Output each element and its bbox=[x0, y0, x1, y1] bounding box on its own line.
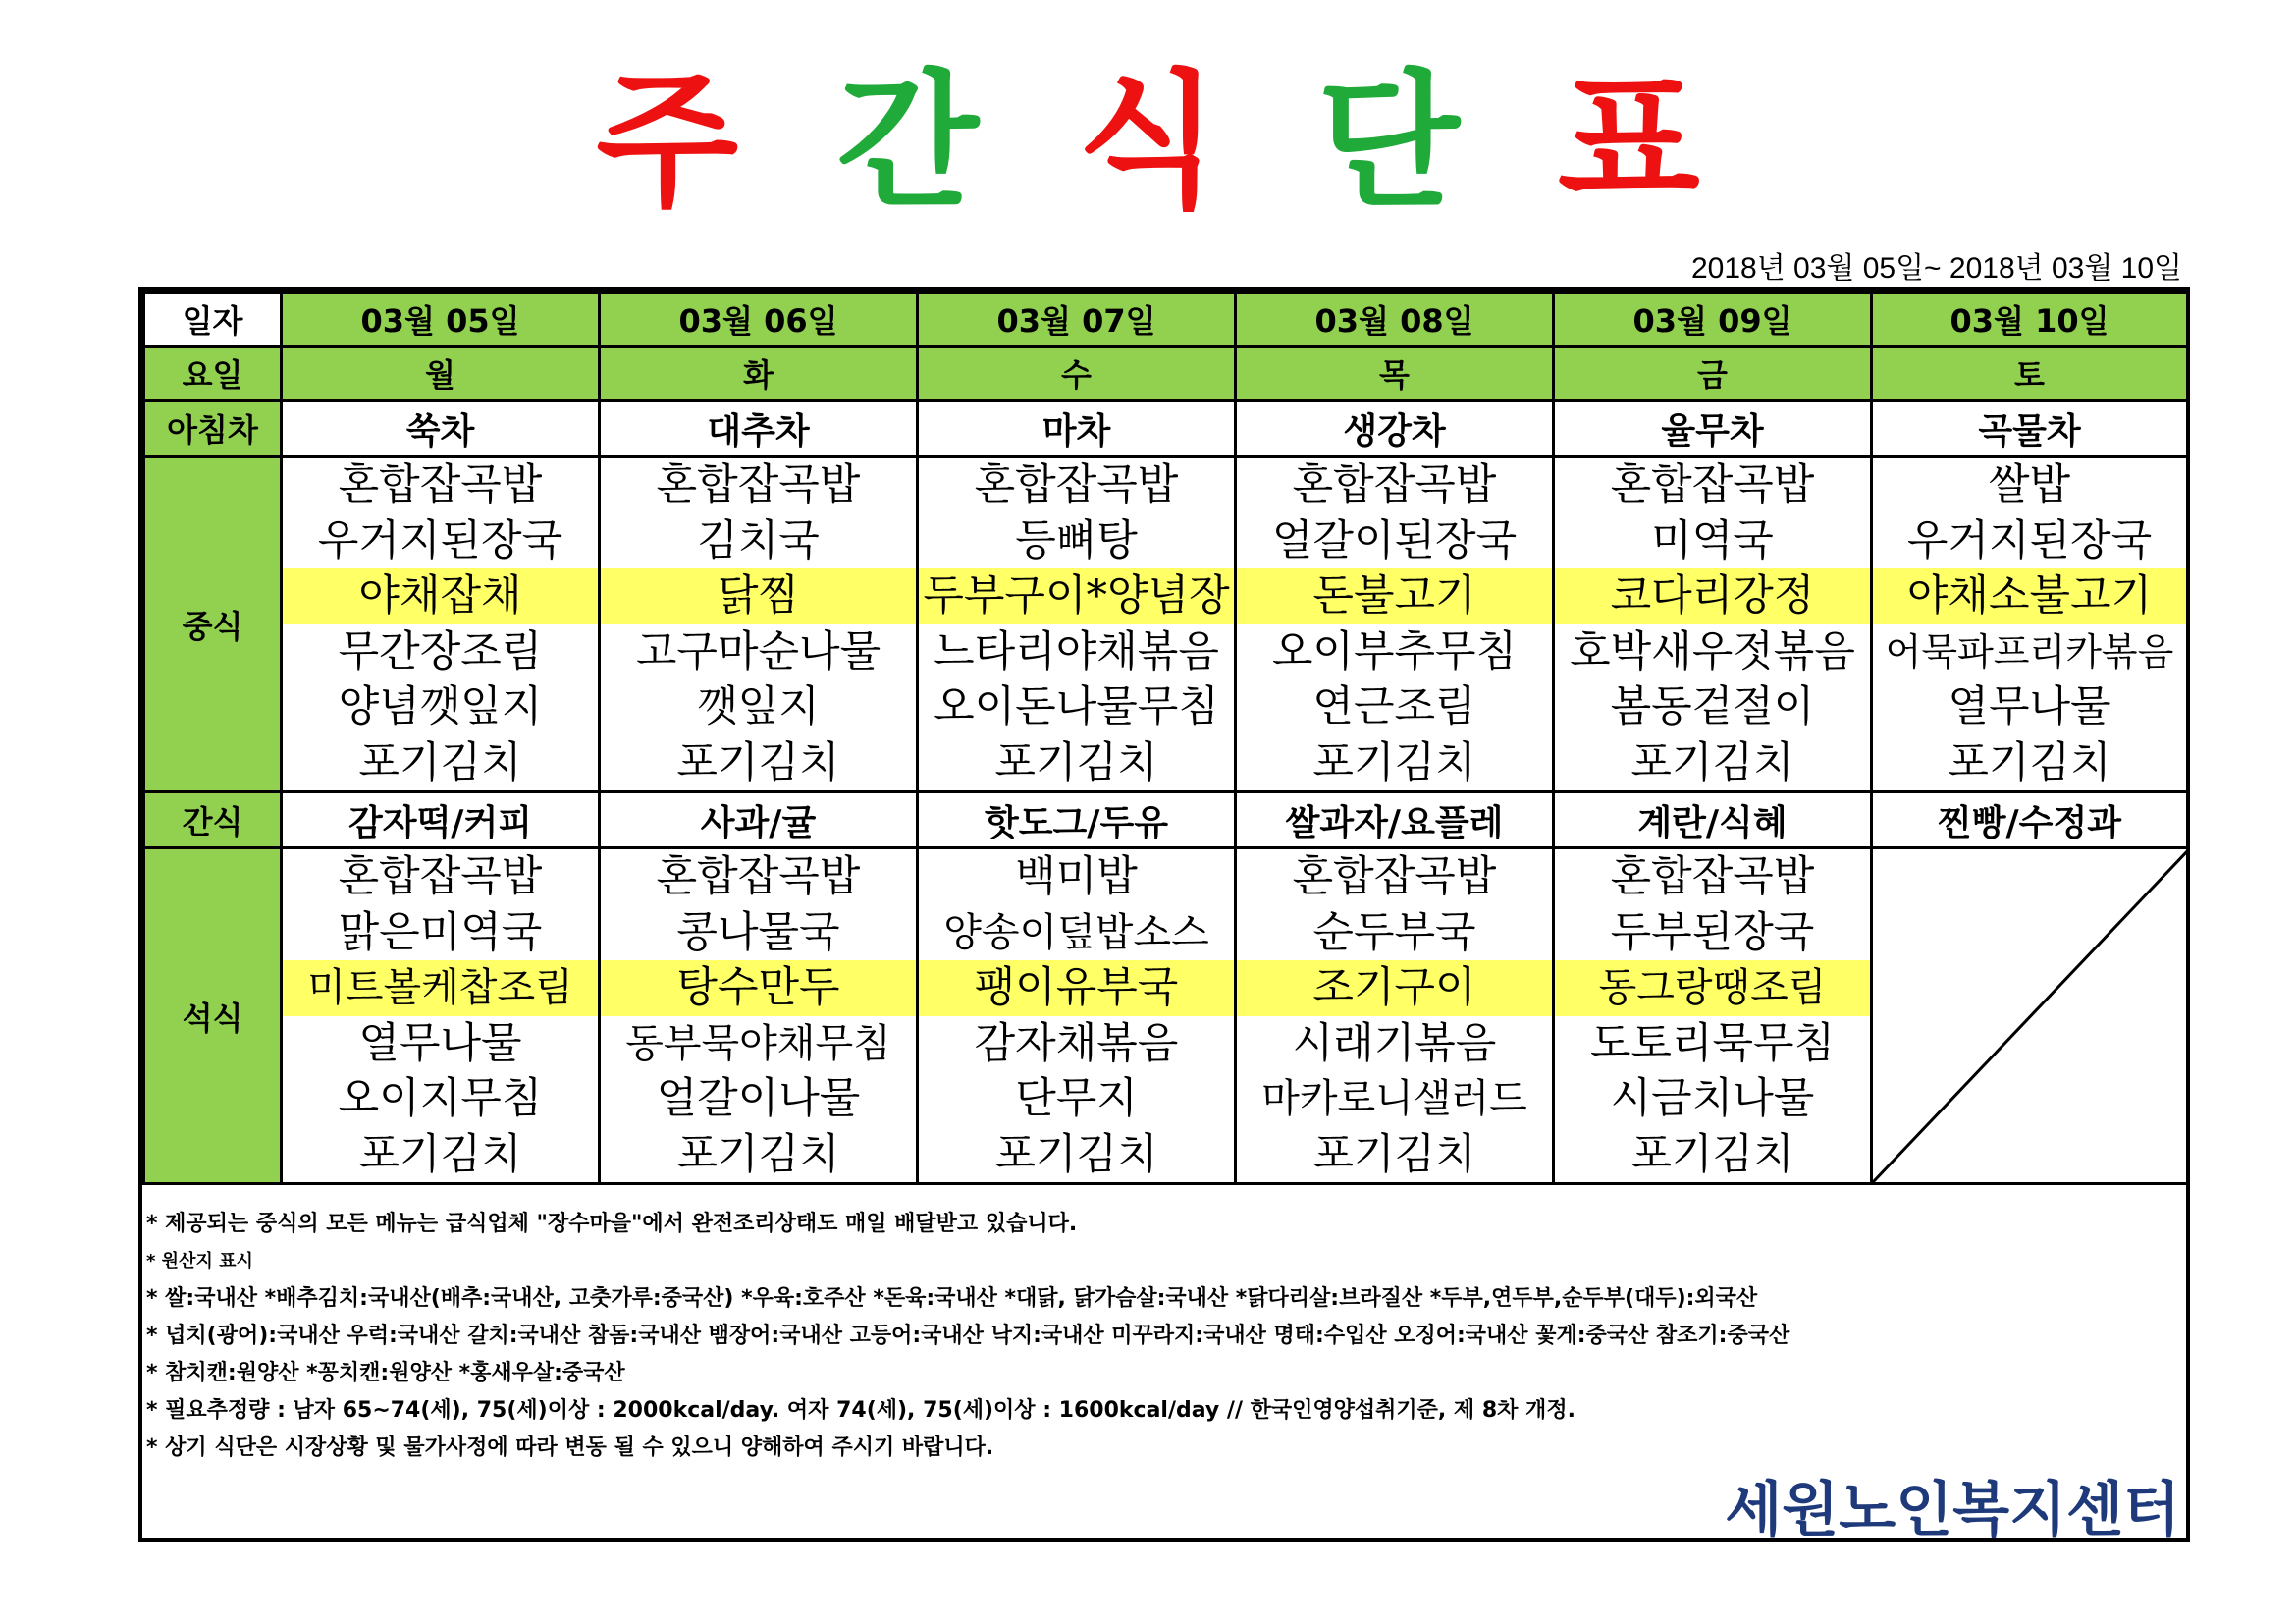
note-line: * 쌀:국내산 *배추김치:국내산(배추:국내산, 고춧가루:중국산) *우육:호주산 *돈육:국내산 *대닭, 닭가슴살:국내산 *닭다리살:브라질산 *두부,연두부,순두부(대두):외국산 bbox=[146, 1286, 1758, 1311]
menu-item: 혼합잡곡밥 bbox=[1610, 852, 1815, 901]
menu-item-main: 야채소불고기 bbox=[1873, 568, 2186, 624]
menu-item: 양송이덮밥소스 bbox=[943, 909, 1209, 955]
menu-item: 포기김치 bbox=[1630, 1129, 1794, 1179]
dinner-row bbox=[144, 848, 2188, 1184]
menu-item: 포기김치 bbox=[994, 737, 1158, 787]
snack-cell: 찐빵/수정과 bbox=[1872, 792, 2188, 848]
menu-item: 포기김치 bbox=[994, 1129, 1158, 1179]
menu-table bbox=[142, 291, 2189, 1185]
dinner-cell bbox=[600, 848, 918, 1184]
menu-item: 무간장조림 bbox=[338, 626, 543, 677]
tea-cell: 곡물차 bbox=[1872, 401, 2188, 457]
tea-cell: 율무차 bbox=[1554, 401, 1872, 457]
menu-item-main: 미트볼케찹조림 bbox=[283, 960, 598, 1016]
menu-item: 시래기볶음 bbox=[1292, 1018, 1497, 1068]
dinner-cell bbox=[918, 848, 1236, 1184]
snack-label: 간식 bbox=[144, 792, 282, 848]
menu-item: 열무나물 bbox=[358, 1018, 522, 1068]
snack-row bbox=[144, 792, 2188, 848]
menu-item: 혼합잡곡밥 bbox=[338, 852, 543, 901]
menu-item: 혼합잡곡밥 bbox=[1292, 460, 1497, 510]
menu-item: 열무나물 bbox=[1948, 682, 2111, 731]
menu-item: 고구마순나물 bbox=[635, 626, 881, 677]
tea-cell: 생강차 bbox=[1236, 401, 1554, 457]
note-line: * 상기 식단은 시장상황 및 물가사정에 따라 변동 될 수 있으니 양해하여 주시기 바랍니다. bbox=[146, 1435, 994, 1460]
date-cell: 03월 06일 bbox=[600, 293, 918, 347]
menu-item: 포기김치 bbox=[676, 737, 840, 787]
snack-cell: 계란/식혜 bbox=[1554, 792, 1872, 848]
menu-item: 봄동겉절이 bbox=[1610, 682, 1815, 731]
menu-item: 단무지 bbox=[1015, 1074, 1138, 1123]
weekday-cell: 수 bbox=[918, 347, 1236, 401]
menu-item-main: 야채잡채 bbox=[283, 568, 598, 624]
menu-item: 느타리야채볶음 bbox=[934, 626, 1219, 677]
menu-item: 쌀밥 bbox=[1988, 460, 2071, 510]
menu-item-main: 두부구이*양념장 bbox=[919, 568, 1234, 624]
menu-item: 포기김치 bbox=[1630, 737, 1794, 787]
menu-item-main: 탕수만두 bbox=[601, 960, 916, 1016]
date-cell: 03월 09일 bbox=[1554, 293, 1872, 347]
diagonal-slash bbox=[1873, 849, 2186, 1182]
menu-item: 우거지된장국 bbox=[317, 515, 563, 566]
menu-item: 콩나물국 bbox=[676, 907, 840, 957]
lunch-cell bbox=[1872, 457, 2188, 792]
weekday-label: 요일 bbox=[144, 347, 282, 401]
date-cell: 03월 07일 bbox=[918, 293, 1236, 347]
note-line: * 필요추정량 : 남자 65~74(세), 75(세)이상 : 2000kcal/day. 여자 74(세), 75(세)이상 : 1600kcal/day // 한국인영양섭취기준, 제 8차 개정. bbox=[146, 1398, 1575, 1423]
lunch-cell bbox=[918, 457, 1236, 792]
weekday-cell: 목 bbox=[1236, 347, 1554, 401]
menu-item: 얼갈이된장국 bbox=[1271, 515, 1518, 566]
note-line: * 참치캔:원양산 *꽁치캔:원양산 *홍새우살:중국산 bbox=[146, 1361, 625, 1385]
menu-item: 혼합잡곡밥 bbox=[1610, 460, 1815, 510]
snack-cell: 감자떡/커피 bbox=[282, 792, 600, 848]
menu-item: 우거지된장국 bbox=[1906, 515, 2153, 566]
title-char: 표 bbox=[1557, 57, 1700, 228]
lunch-cell bbox=[1236, 457, 1554, 792]
lunch-cell bbox=[282, 457, 600, 792]
menu-item: 도토리묵무침 bbox=[1589, 1018, 1836, 1068]
menu-item: 어묵파프리카볶음 bbox=[1885, 629, 2174, 674]
menu-item: 미역국 bbox=[1651, 515, 1774, 566]
note-line: * 원산지 표시 bbox=[146, 1251, 253, 1272]
menu-item-main: 동그랑땡조림 bbox=[1555, 960, 1870, 1016]
snack-cell: 핫도그/두유 bbox=[918, 792, 1236, 848]
date-range: 2018년 03월 05일~ 2018년 03월 10일 bbox=[1690, 252, 2182, 285]
menu-item: 마카로니샐러드 bbox=[1261, 1076, 1527, 1121]
menu-item: 혼합잡곡밥 bbox=[338, 460, 543, 510]
menu-item: 시금치나물 bbox=[1610, 1074, 1815, 1123]
date-cell: 03월 10일 bbox=[1872, 293, 2188, 347]
menu-item: 김치국 bbox=[697, 515, 820, 566]
tea-cell: 마차 bbox=[918, 401, 1236, 457]
date-cell: 03월 08일 bbox=[1236, 293, 1554, 347]
date-row bbox=[144, 293, 2188, 347]
note-line: * 넙치(광어):국내산 우럭:국내산 갈치:국내산 참돔:국내산 뱀장어:국내산 고등어:국내산 낙지:국내산 미꾸라지:국내산 명태:수입산 오징어:국내산 꽃게:중국산 참조기:중국산 bbox=[146, 1324, 1790, 1348]
menu-item: 혼합잡곡밥 bbox=[656, 852, 861, 901]
lunch-cell bbox=[600, 457, 918, 792]
menu-item: 혼합잡곡밥 bbox=[974, 460, 1179, 510]
lunch-cell bbox=[1554, 457, 1872, 792]
menu-item: 오이지무침 bbox=[338, 1074, 543, 1123]
dinner-cell bbox=[282, 848, 600, 1184]
menu-item: 등뼈탕 bbox=[1015, 515, 1138, 566]
notes-section bbox=[146, 1206, 2178, 1467]
weekday-cell: 금 bbox=[1554, 347, 1872, 401]
menu-item: 맑은미역국 bbox=[338, 907, 543, 957]
weekday-row bbox=[144, 347, 2188, 401]
menu-item: 포기김치 bbox=[1312, 1129, 1476, 1179]
dinner-label: 석식 bbox=[144, 848, 282, 1184]
menu-item-main: 돈불고기 bbox=[1237, 568, 1552, 624]
menu-item: 포기김치 bbox=[358, 737, 522, 787]
weekday-cell: 토 bbox=[1872, 347, 2188, 401]
weekday-cell: 화 bbox=[600, 347, 918, 401]
menu-item: 순두부국 bbox=[1312, 907, 1476, 957]
dinner-cell bbox=[1554, 848, 1872, 1184]
menu-item: 연근조림 bbox=[1312, 682, 1476, 731]
tea-label: 아침차 bbox=[144, 401, 282, 457]
dinner-cell bbox=[1236, 848, 1554, 1184]
menu-item: 양념깻잎지 bbox=[338, 682, 543, 731]
center-name: 세원노인복지센터 bbox=[1725, 1476, 2180, 1544]
menu-item: 호박새우젓볶음 bbox=[1570, 626, 1855, 677]
snack-cell: 쌀과자/요플레 bbox=[1236, 792, 1554, 848]
menu-item-main: 코다리강정 bbox=[1555, 568, 1870, 624]
menu-item: 동부묵야채무침 bbox=[625, 1020, 891, 1066]
menu-item: 혼합잡곡밥 bbox=[656, 460, 861, 510]
menu-item: 감자채볶음 bbox=[974, 1018, 1179, 1068]
menu-item-main: 팽이유부국 bbox=[919, 960, 1234, 1016]
weekday-cell: 월 bbox=[282, 347, 600, 401]
menu-item: 오이돈나물무침 bbox=[934, 682, 1219, 731]
title-char: 식 bbox=[1077, 57, 1219, 228]
page-title bbox=[0, 57, 2296, 228]
menu-item: 두부된장국 bbox=[1610, 907, 1815, 957]
menu-item-main: 조기구이 bbox=[1237, 960, 1552, 1016]
menu-item: 혼합잡곡밥 bbox=[1292, 852, 1497, 901]
title-char: 단 bbox=[1316, 57, 1460, 228]
menu-item: 포기김치 bbox=[1312, 737, 1476, 787]
date-label: 일자 bbox=[144, 293, 282, 347]
tea-cell: 대추차 bbox=[600, 401, 918, 457]
menu-item: 포기김치 bbox=[358, 1129, 522, 1179]
dinner-cell-empty bbox=[1872, 848, 2188, 1184]
title-char: 주 bbox=[596, 57, 739, 228]
title-char: 간 bbox=[836, 57, 980, 228]
menu-item: 포기김치 bbox=[1948, 737, 2111, 787]
menu-item: 포기김치 bbox=[676, 1129, 840, 1179]
note-line: * 제공되는 중식의 모든 메뉴는 급식업체 "장수마을"에서 완전조리상태도 매일 배달받고 있습니다. bbox=[146, 1212, 1078, 1236]
menu-item: 깻잎지 bbox=[697, 682, 820, 731]
menu-item: 얼갈이나물 bbox=[656, 1074, 861, 1123]
lunch-row bbox=[144, 457, 2188, 792]
menu-item: 백미밥 bbox=[1015, 852, 1138, 901]
tea-row bbox=[144, 401, 2188, 457]
menu-item-main: 닭찜 bbox=[601, 568, 916, 624]
tea-cell: 쑥차 bbox=[282, 401, 600, 457]
lunch-label: 중식 bbox=[144, 457, 282, 792]
menu-item: 오이부추무침 bbox=[1271, 626, 1518, 677]
date-cell: 03월 05일 bbox=[282, 293, 600, 347]
snack-cell: 사과/귤 bbox=[600, 792, 918, 848]
